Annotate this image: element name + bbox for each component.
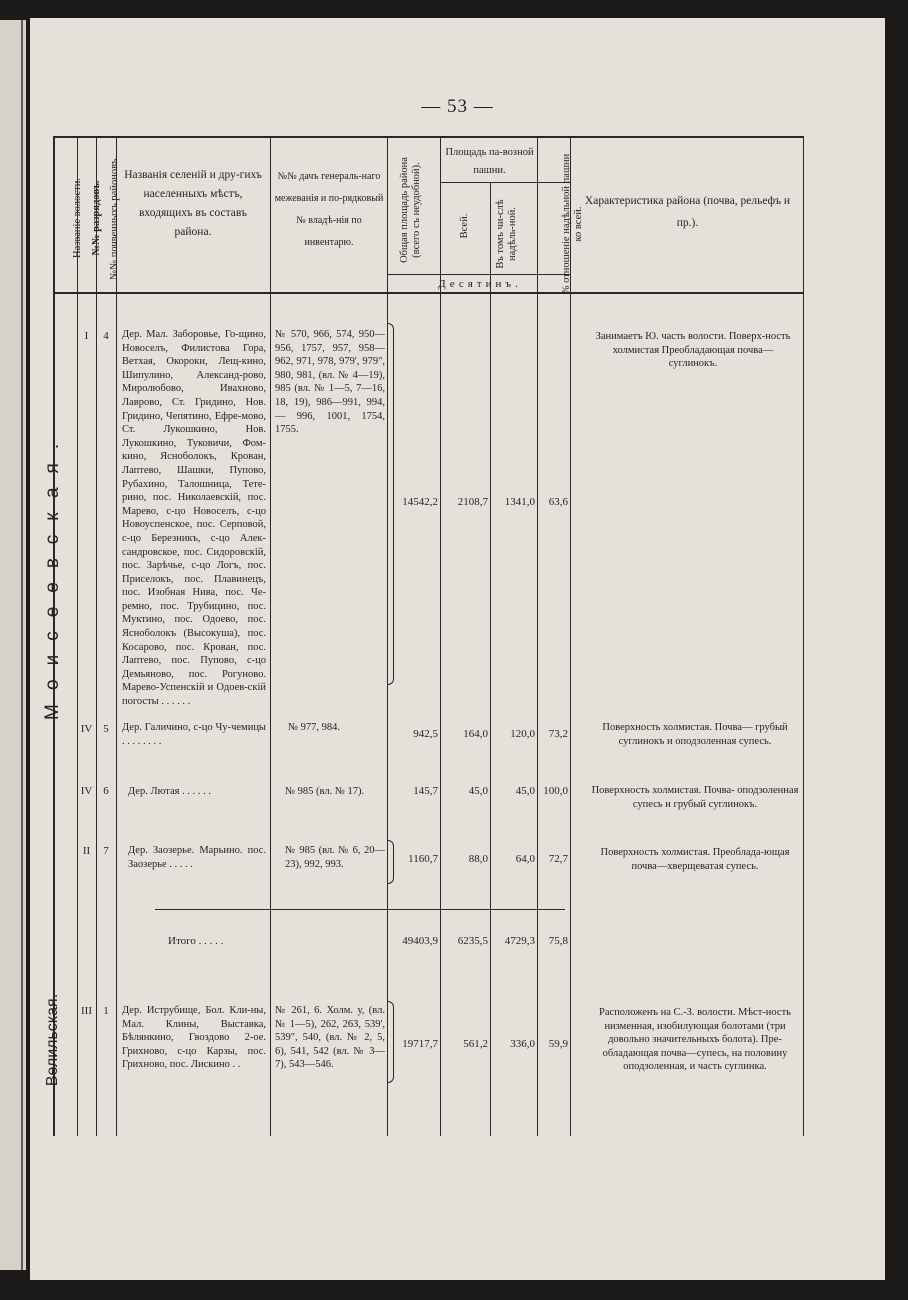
- row3-otnoshenie: 100,0: [543, 785, 568, 797]
- veli-rayon: 1: [103, 1005, 109, 1017]
- itogo-rule: [155, 909, 565, 910]
- veli-razryad: III: [81, 1005, 92, 1017]
- veli-harakteristika: Расположенъ на С.-З. волости. Мѣст-ность низменная, изобилующая болотами (три довольно значительныхъ болота). Пре-обладающая почва—супесь, на половину оподзоленная, и часть суглинка.: [599, 1007, 791, 1073]
- header-ploshchad: Площадь па-возной пашни.: [445, 147, 534, 176]
- header-volost: Названіе волости.: [72, 178, 83, 258]
- row4-otnoshenie: 72,7: [548, 853, 568, 865]
- row1-obshchaya: 14542,2: [402, 496, 438, 508]
- row3-vsei: 45,0: [468, 785, 488, 797]
- row2-otnoshenie: 73,2: [548, 728, 568, 740]
- units-rule: [387, 274, 570, 275]
- row2-selenia: Дер. Галичино, с-цо Чу-чемицы . . . . . . . .: [122, 722, 266, 747]
- row1-vsei: 2108,7: [457, 496, 488, 508]
- itogo-otnoshenie: 75,8: [548, 935, 568, 947]
- header-desyatin: Десятинъ.: [438, 278, 522, 290]
- row4-dachi: № 985 (вл. № 6, 20—23), 992, 993.: [285, 845, 385, 870]
- itogo-nadel: 4729,3: [504, 935, 535, 947]
- header-dachi: №№ дачъ генераль-наго межеванія и по-рядковый № владѣ-нія по инвентарю.: [274, 171, 384, 248]
- header-rayon: №№ почвенныхъ районовъ.: [109, 156, 120, 280]
- row4-nadel: 64,0: [515, 853, 535, 865]
- row3-razryad: IV: [80, 785, 93, 797]
- row4-razryad: II: [82, 845, 91, 857]
- row3-obshchaya: 145,7: [413, 785, 438, 797]
- spacer: [53, 958, 253, 959]
- row3-rayon: 6: [103, 785, 109, 797]
- itogo-obshchaya: 49403,9: [402, 935, 438, 947]
- row2-nadel: 120,0: [510, 728, 535, 740]
- row1-otnoshenie: 63,6: [548, 496, 568, 508]
- row1-dachi: № 570, 966, 574, 950—956, 1757, 957, 958—962, 971, 978, 979', 979", 980, 981, (вл. № 4—19), 985 (вл. № 1—5, 7—16, 18, 19), 986—991, 994, — 996, 1001, 1754, 1755.: [275, 329, 385, 436]
- row1-selenia: Дер. Мал. Заборовье, Го-щино, Новоселъ, Филистова Гора, Ветхая, Окороки, Лещ-кино, Шипулино, Александ-рово, Миролюбово, Ивахново, Лаврово, Ст. Гридино, Нов. Гридино, Чепятино, Ефре-мово, Ст. Лукошкино, Нов. Лукошкино, Туковичи, Фом-кино, Ясноболокъ, Крован, Лаптево, Шашки, Пупово, Рубахино, Талошница, Тете-рино, пос. Николаевскій, пос. Марево, с-цо Новоселъ, с-цо Новоуспенское, пос. Серповой, с-цо Березникъ, с-цо Алек-сандровское, пос. Сидоровскій, пос. Зарѣчье, с-цо Логъ, пос. Приселокъ, пос. Плавинецъ, пос. Изобная Нива, пос. Че-ремно, пос. Трубицино, пос. Муктино, пос. Одоево, пос. Ясноболокъ (Высокуша), пос. Косарово, пос. Крован, пос. Лаптево, пос. Пупово, с-цо Демьяново, пос. Рогуново. Марево-Успенскій и Одоев-скій погосты . . . . . .: [122, 329, 266, 708]
- table-top-rule: [53, 136, 803, 138]
- header-otnoshenie: % отношеніе надѣльной пашни ко всей.: [561, 153, 584, 295]
- header-harakteristika: Характеристика района (почва, рельефъ и пр.).: [584, 195, 791, 229]
- header-bottom-rule: [53, 292, 803, 294]
- itogo-vsei: 6235,5: [457, 935, 488, 947]
- page-number: — 53 —: [421, 96, 494, 117]
- itogo-label: Итого . . . . .: [168, 935, 224, 947]
- row2-harakteristika: Поверхность холмистая. Почва— грубый суглинокъ и оподзоленная супесь.: [602, 722, 788, 747]
- header-nadel: Въ томъ чи-слѣ надѣль-ной.: [495, 199, 518, 269]
- header-obshchaya: Общая площадь района (всего съ неудобной).: [399, 157, 422, 263]
- row3-nadel: 45,0: [515, 785, 535, 797]
- row1-harakteristika: Занимаетъ Ю. часть волости. Поверх-ность холмистая Преобладающая почва—суглинокъ.: [595, 331, 791, 370]
- row3-selenia: Дер. Лютая . . . . . .: [128, 786, 211, 797]
- col-rule-4: [270, 136, 271, 1136]
- row3-harakteristika: Поверхность холмистая. Почва- оподзоленная супесь и грубый суглинокъ.: [591, 785, 799, 810]
- row2-dachi: № 977, 984.: [288, 722, 341, 733]
- left-page-edge: [0, 20, 26, 1270]
- row4-harakteristika: Поверхность холмистая. Преоблада-ющая почва—хверщеватая супесь.: [600, 847, 790, 872]
- row2-razryad: IV: [80, 723, 93, 735]
- row1-nadel: 1341,0: [504, 496, 535, 508]
- table-right-rule: [803, 136, 804, 1136]
- row4-vsei: 88,0: [468, 853, 488, 865]
- row1-rayon: 4: [103, 330, 109, 342]
- veli-dachi: № 261, 6. Холм. у, (вл. № 1—5), 262, 263, 539', 539", 540, (вл. № 2, 5, 6), 541, 542 (вл. № 3—7), 543—546.: [275, 1005, 385, 1071]
- row4-obshchaya: 1160,7: [408, 853, 438, 865]
- veli-selenia: Дер. Иструбище, Бол. Кли-ны, Мал. Клины, Выставка, Бѣлянкино, Гвоздово 2-ое. Грихново, с-цо Карзы, пос. Грихново, пос. Лискино . .: [122, 1005, 266, 1071]
- document-page: [30, 18, 885, 1280]
- col-rule-7: [490, 182, 491, 1136]
- header-selenia: Названія селеній и дру-гихъ населенныхъ мѣстъ, входящихъ въ составъ района.: [124, 169, 262, 238]
- row4-rayon: 7: [103, 845, 109, 857]
- header-vsei: Всей.: [459, 213, 470, 239]
- area-subheader-rule: [440, 182, 570, 183]
- row2-obshchaya: 942,5: [413, 728, 438, 740]
- row2-rayon: 5: [103, 723, 109, 735]
- volost-name-moiseevskaya: Моисеевская.: [42, 429, 63, 720]
- veli-nadel: 336,0: [510, 1038, 535, 1050]
- volost-name-velilskaya: Велильская.: [44, 993, 61, 1087]
- row1-razryad: I: [84, 330, 89, 342]
- veli-otnoshenie: 59,9: [548, 1038, 568, 1050]
- row2-vsei: 164,0: [463, 728, 488, 740]
- header-razryad: №№ разрядовъ.: [91, 180, 102, 256]
- row4-selenia: Дер. Заозерье. Марьино. пос. Заозерье . . . . .: [128, 845, 266, 870]
- veli-vsei: 561,2: [463, 1038, 488, 1050]
- row3-dachi: № 985 (вл. № 17).: [285, 786, 365, 797]
- veli-obshchaya: 19717,7: [402, 1038, 438, 1050]
